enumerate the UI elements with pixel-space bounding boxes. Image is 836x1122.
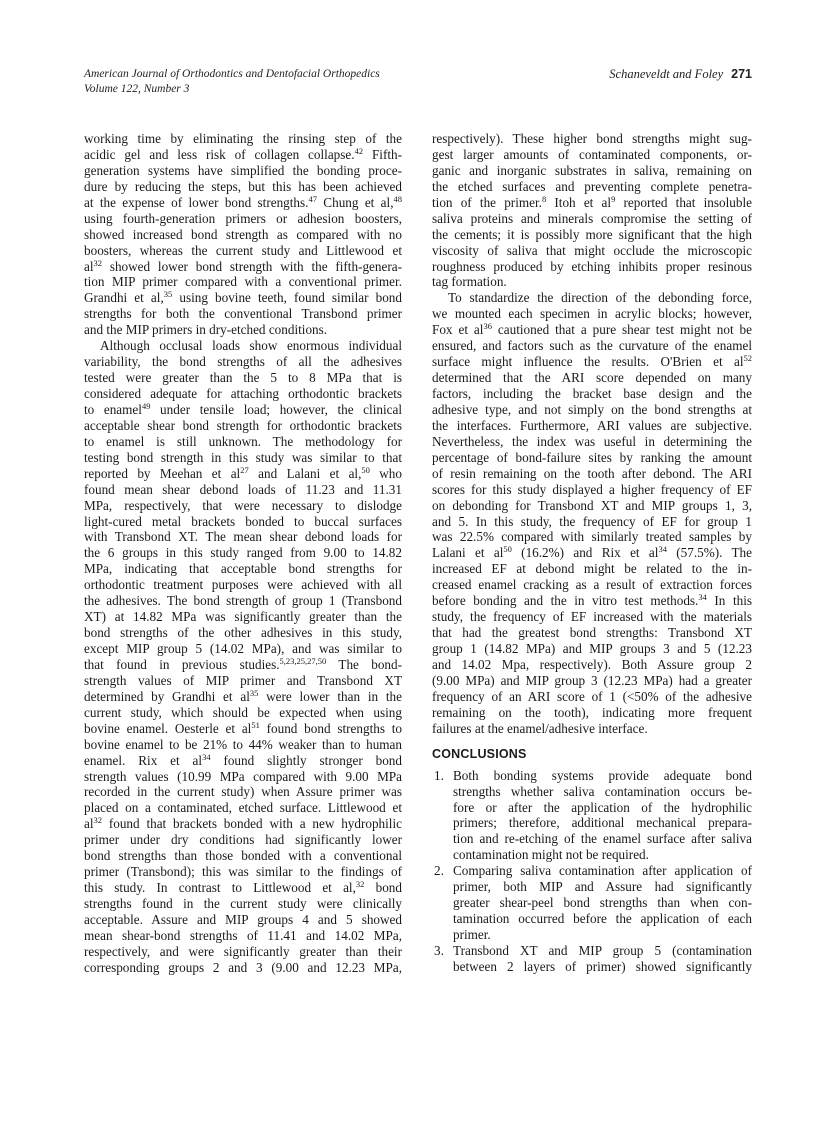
text-line: Comparing saliva contamination after application of xyxy=(453,863,752,879)
citation-superscript: 49 xyxy=(141,400,151,411)
text-line: reported by Meehan et $al^{27}$ and Lalani et al,$^{50}$ who xyxy=(84,464,402,481)
text-line: gest larger amounts of contaminated components, or- xyxy=(432,146,752,162)
conclusion-item xyxy=(432,943,752,975)
paragraph xyxy=(432,290,752,736)
text-line: between 2 layers of primer) showed significantly xyxy=(453,958,752,974)
text-line: tion MIP primer compared with a conventional primer. xyxy=(84,274,402,290)
citation-superscript: 8 xyxy=(541,193,547,204)
citation-superscript: 42 xyxy=(354,145,364,156)
text-line: MPa, indicating that acceptable bond strengths for xyxy=(84,561,402,577)
journal-name: American Journal of Orthodontics and Dentofacial Orthopedics xyxy=(84,68,380,80)
text-line: tag formation. xyxy=(432,274,507,290)
text-line: to enamel is still unknown. The methodology for xyxy=(84,433,402,449)
text-line: group 1 (14.82 MPa) and MIP groups 3 and 5 (12.23 xyxy=(432,641,752,656)
paragraph xyxy=(84,131,402,338)
citation-superscript: 51 xyxy=(251,719,260,730)
text-line: tested were greater than the 5 to 8 MPa that is xyxy=(84,370,402,386)
text-line: primer (Transbond); this was similar to the findings of xyxy=(84,864,402,880)
text-line: factors, including the bracket base design and the xyxy=(432,386,752,401)
text-line: fore or after the application of the hydrophilic xyxy=(453,799,752,815)
text-line: this study. In contrast to Littlewood et al,$^{32}$ bond xyxy=(84,879,402,896)
text-line: acceptable. Assure and MIP groups 4 and 5 showed xyxy=(84,911,402,927)
text-line: current study, which should be expected when using xyxy=(84,704,402,720)
paragraph xyxy=(432,131,752,290)
text-line: increased EF at debond might be related to the in- xyxy=(432,561,752,577)
citation-superscript: 9 xyxy=(611,193,616,204)
text-line: considered adequate for attaching orthodontic brackets xyxy=(84,386,402,401)
text-line: enamel. Rix et $al^{34}$ found slightly stronger bond xyxy=(84,751,402,768)
list-number: 1. xyxy=(434,767,444,783)
text-line: and 5. In this study, the frequency of EF for group 1 xyxy=(432,513,752,529)
paragraph xyxy=(84,338,402,976)
text-line: corresponding groups 2 and 3 (9.00 and 12.23 MPa, xyxy=(84,959,402,975)
text-line: primer under dry conditions had significantly lower xyxy=(84,832,402,848)
citation-superscript: 32 xyxy=(93,257,103,268)
text-line: $al^{32}$ found that brackets bonded with a new hydrophilic xyxy=(84,815,402,832)
text-line: strength values (10.99 MPa compared with 9.00 MPa xyxy=(84,768,402,784)
text-line: respectively). These higher bond strengths might sug- xyxy=(432,131,752,146)
text-line: scores for this study displayed a higher frequency of EF xyxy=(432,481,752,497)
conclusion-item xyxy=(432,768,752,864)
text-line: the etched surfaces and preventing complete penetra- xyxy=(432,178,752,194)
citation-superscript: 34 xyxy=(698,592,707,603)
text-line: roughness produced by etching inhibits proper resinous xyxy=(432,258,752,274)
text-line: tion and re-etching of the enamel surface after saliva xyxy=(453,831,752,847)
text-line: variability, the bond strengths of all the adhesives xyxy=(84,354,402,370)
text-line: generation systems have simplified the bonding proce- xyxy=(84,162,402,178)
text-line: except MIP group 5 (14.02 MPa), and was similar to xyxy=(84,641,402,656)
text-line: remaining on the tooth), indicating more frequent xyxy=(432,704,752,720)
conclusions-list xyxy=(432,768,752,975)
text-line: surface might influence the results. O'Brien et $al^{52}$ xyxy=(432,353,752,370)
text-line: strengths found in the current study were clinically xyxy=(84,896,402,911)
conclusion-item xyxy=(432,863,752,943)
text-line: the cements; it is possibly more significant that the high xyxy=(432,226,752,242)
right-column xyxy=(432,131,752,975)
citation-superscript: 47 xyxy=(308,193,317,204)
text-line: acceptable shear bond strength for orthodontic brackets xyxy=(84,417,402,433)
text-line: to enamel$^{49}$ under tensile load; however, the clinical xyxy=(84,400,402,417)
text-line: Transbond XT and MIP group 5 (contamination xyxy=(453,942,752,958)
text-line: working time by eliminating the rinsing step of the xyxy=(84,131,402,146)
text-line: we mounted each specimen in acrylic blocks; however, xyxy=(432,306,752,322)
text-line: viscosity of saliva that might occlude the microscopic xyxy=(432,242,752,258)
text-line: and the MIP primers in dry-etched conditions. xyxy=(84,322,328,338)
text-line: that found in previous studies.$^{5,23,25,27,50}$ The bond- xyxy=(84,655,402,672)
text-line: the adhesives. The bond strength of group 1 (Transbond xyxy=(84,593,402,609)
text-line: tamination occurred before the application of each xyxy=(453,911,752,927)
text-line: Both bonding systems provide adequate bond xyxy=(453,767,752,783)
citation-superscript: 32 xyxy=(93,815,103,826)
text-line: bond strengths than those bonded with a conventional xyxy=(84,848,402,864)
text-line: contamination might not be required. xyxy=(453,847,649,863)
text-line: using fourth-generation primers or adhesion boosters, xyxy=(84,210,402,226)
text-line: testing bond strength in this study was similar to that xyxy=(84,449,402,465)
text-line: bovine enamel to be 21% to 44% weaker than to human xyxy=(84,736,402,752)
text-line: the 6 groups in this study ranged from 9.00 to 14.82 xyxy=(84,545,402,561)
list-number: 3. xyxy=(434,942,444,958)
text-line: Grandhi et al,$^{35}$ using bovine teeth, found similar bond xyxy=(84,289,402,306)
left-column xyxy=(84,131,402,976)
text-line: Although occlusal loads show enormous individual xyxy=(100,338,402,354)
text-line: frequency of an ARI score of 1 (<50% of the adhesive xyxy=(432,688,752,704)
text-line: percentage of bond-failure sites by ranking the amount xyxy=(432,449,752,465)
text-line: light-cured metal brackets bonded to buccal surfaces xyxy=(84,513,402,529)
running-authors: Schaneveldt and Foley xyxy=(609,67,724,81)
text-line: greater shear-peel bond strengths than when con- xyxy=(453,895,752,911)
text-line: ensured, and factors such as the curvature of the enamel xyxy=(432,338,752,354)
text-line: tion of the primer.$^8$ Itoh et $al^9$ reported that insoluble xyxy=(432,193,752,210)
text-line: XT) at 14.82 MPa was significantly greater than the xyxy=(84,609,402,625)
text-line: $al^{32}$ showed lower bond strength with the fifth-genera- xyxy=(84,257,402,274)
text-line: before bonding and the in vitro test methods.$^{34}$ In this xyxy=(432,592,752,609)
text-line: the interfaces. Furthermore, ARI values are subjective. xyxy=(432,417,752,433)
text-line: ganic and inorganic substrates in saliva, remaining on xyxy=(432,162,752,178)
text-line: MPa, respectively, that were necessary to dislodge xyxy=(84,497,402,513)
text-line: primer. xyxy=(453,927,491,942)
text-line: primers; therefore, additional mechanical prepara- xyxy=(453,815,752,831)
page-number: 271 xyxy=(731,67,752,81)
citation-superscript: 32 xyxy=(355,879,365,890)
text-line: dure by reducing the steps, but this has been achieved xyxy=(84,178,402,194)
citation-superscript: 48 xyxy=(393,193,402,204)
text-line: primer, both MIP and Assure had significantly xyxy=(453,879,752,895)
citation-superscript: 50 xyxy=(503,544,512,555)
text-line: at the expense of lower bond strengths.$^{47}$ Chung et al,$^{48}$ xyxy=(84,193,402,210)
text-line: on debonding for Transbond XT and MIP groups 1, 3, xyxy=(432,497,752,513)
text-line: To standardize the direction of the debonding force, xyxy=(448,290,752,306)
text-line: determined by Grandhi et $al^{35}$ were lower than in the xyxy=(84,687,402,704)
text-line: strengths for both the conventional Transbond primer xyxy=(84,306,402,322)
text-line: mean shear-bond strengths of 11.41 and 14.02 MPa, xyxy=(84,927,402,943)
text-line: with Transbond XT. The mean shear debond loads for xyxy=(84,529,402,545)
journal-volume: Volume 122, Number 3 xyxy=(84,83,190,95)
text-line: found mean shear debond loads of 11.23 and 11.31 xyxy=(84,481,402,497)
text-line: orthodontic treatment purposes were achieved with all xyxy=(84,577,402,593)
text-line: bond strengths of the other adhesives in this study, xyxy=(84,625,402,641)
text-line: showed increased bond strength as compared with no xyxy=(84,226,402,242)
running-title xyxy=(609,67,752,82)
text-line: strength values of MIP primer and Transbond XT xyxy=(84,672,402,688)
text-line: and 14.02 Mpa, respectively). Both Assure group 2 xyxy=(432,656,752,672)
page-header xyxy=(84,67,752,97)
text-line: saliva proteins and minerals compromise the setting of xyxy=(432,210,752,226)
text-line: study, the frequency of EF increased with the materials xyxy=(432,609,752,625)
text-line: adhesive type, and not simply on the bond strengths at xyxy=(432,401,752,417)
text-line: of resin remaining on the tooth after debond. The ARI xyxy=(432,465,752,481)
text-line: bovine enamel. Oesterle et $al^{51}$ found bond strengths to xyxy=(84,719,402,736)
text-line: Lalani et $al^{50}$ (16.2%) and Rix et $al^{34}$ (57.5%). The xyxy=(432,544,752,561)
list-number: 2. xyxy=(434,863,444,879)
text-line: failures at the enamel/adhesive interface. xyxy=(432,720,648,736)
text-line: acidic gel and less risk of collagen collapse.$^{42}$ Fifth- xyxy=(84,145,402,162)
text-line: that had the greatest bond strengths: Transbond XT xyxy=(432,625,752,641)
text-line: recorded in the current study) when Assure primer was xyxy=(84,784,402,800)
text-line: determined that the ARI score depended on many xyxy=(432,370,752,386)
citation-superscript: 27 xyxy=(240,464,249,475)
citation-superscript: 50 xyxy=(361,464,370,475)
text-line: was 22.5% compared with similarly treated samples by xyxy=(432,529,752,545)
citation-superscript: 34 xyxy=(658,544,667,555)
citation-superscript: 5,23,25,27,50 xyxy=(279,655,327,666)
text-line: (9.00 MPa) and MIP group 3 (12.23 MPa) had a greater xyxy=(432,672,752,688)
citation-superscript: 52 xyxy=(743,353,752,364)
text-line: creased enamel cracking as a result of extraction forces xyxy=(432,577,752,593)
citation-superscript: 35 xyxy=(249,687,259,698)
text-line: Fox et $al^{36}$ cautioned that a pure shear test might not be xyxy=(432,321,752,338)
section-heading-conclusions: CONCLUSIONS xyxy=(432,746,527,761)
citation-superscript: 34 xyxy=(202,751,211,762)
text-line: boosters, whereas the current study and Littlewood et xyxy=(84,242,402,258)
text-line: Nevertheless, the index was useful in determining the xyxy=(432,433,752,449)
text-line: placed on a contaminated, etched surface. Littlewood et xyxy=(84,800,402,816)
text-line: respectively, and were significantly greater than their xyxy=(84,943,402,959)
citation-superscript: 35 xyxy=(163,289,173,300)
citation-superscript: 36 xyxy=(483,321,492,332)
text-line: strengths whether saliva contamination occurs be- xyxy=(453,783,752,799)
